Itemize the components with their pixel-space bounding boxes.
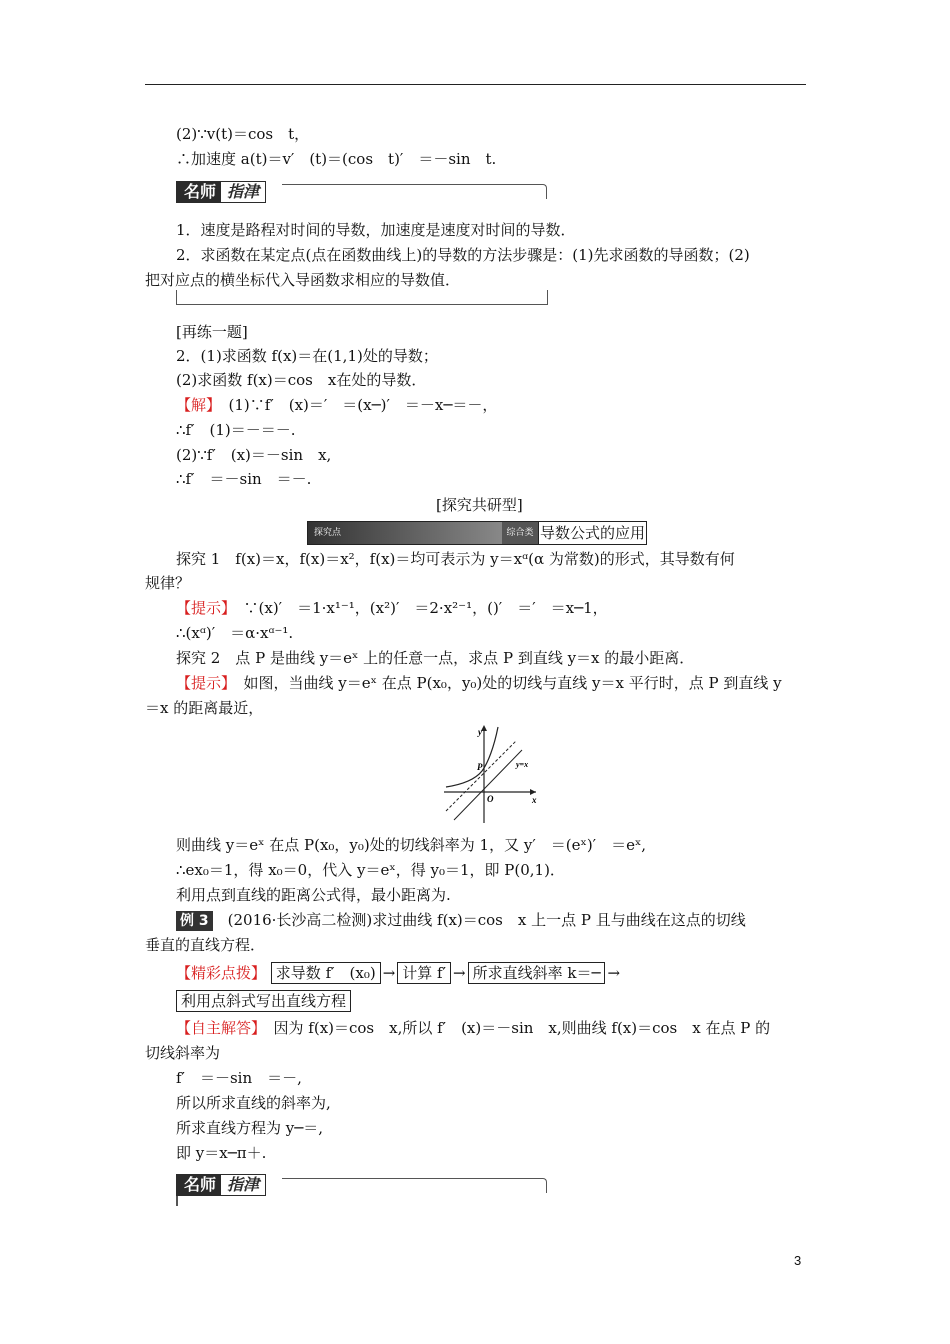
text-line	[176, 910, 746, 931]
text-line: (2)求函数 f(x)＝cos x在处的导数．	[176, 371, 427, 389]
text-line: 即 y＝x─π＋.	[176, 1144, 267, 1162]
arrow-icon: →	[453, 964, 466, 982]
flow-row	[176, 962, 622, 984]
flow-step-1: 求导数 f′ (x₀)	[271, 962, 381, 984]
tips-bracket-left	[176, 1196, 178, 1206]
tips-badge	[176, 181, 266, 203]
exp-curve	[446, 727, 498, 787]
line-label: y=x	[516, 760, 529, 769]
text-line: ∴f′ (1)＝－＝－.	[176, 421, 296, 439]
text-line: (2)∵v(t)＝cos t，	[176, 125, 310, 143]
explore-heading: [探究共研型]	[436, 496, 523, 514]
text-line: 切线斜率为	[145, 1044, 221, 1062]
solution-label: 【解】	[176, 396, 214, 414]
section-title: 导数公式的应用	[539, 524, 645, 542]
tips-badge	[176, 1174, 266, 1196]
guide-label: 【精彩点拨】	[176, 964, 267, 982]
text-line	[176, 1018, 770, 1038]
tips-bracket-top	[282, 1178, 547, 1193]
tips-bracket-top	[282, 184, 547, 199]
text-line: 所求直线方程为 y─＝,	[176, 1119, 324, 1137]
hint-text: ∵(x)′ ＝1·x¹⁻¹，(x²)′ ＝2·x²⁻¹，()′ ＝′ ＝x─1，	[228, 599, 608, 617]
tip-line: 2．求函数在某定点(点在函数曲线上)的导数的方法步骤是：(1)先求函数的导函数；(2)	[176, 246, 750, 264]
hint-label: 【提示】	[176, 599, 229, 617]
text-line	[176, 673, 782, 693]
text-line: 利用点到直线的距离公式得，最小距离为.	[176, 886, 451, 904]
text-line: ∴f′ ＝－sin ＝－.	[176, 470, 312, 488]
section-tag-left: 探究点	[308, 522, 502, 544]
answer-label: 【自主解答】	[176, 1019, 259, 1037]
example-badge: 例 3	[176, 911, 213, 931]
example-text: (2016·长沙高二检测)求过曲线 f(x)＝cos x 上一点 P 且与曲线在这点的切线	[212, 911, 746, 929]
tangent-line	[446, 741, 516, 811]
flow-step-3: 所求直线斜率 k＝─	[468, 962, 606, 984]
answer-text: 因为 f(x)＝cos x,所以 f′ (x)＝－sin x,则曲线 f(x)＝cos x 在点 P 的	[258, 1019, 771, 1037]
text-line	[176, 598, 608, 618]
arrow-icon: →	[382, 964, 396, 982]
text-line	[176, 395, 497, 415]
y-axis-label: y	[478, 727, 482, 737]
tips-badge-label-2: 指津	[220, 1174, 266, 1196]
section-title-bar	[307, 521, 647, 545]
arrow-icon: →	[607, 964, 621, 982]
text-line: 所以所求直线的斜率为,	[176, 1094, 331, 1112]
text-line: (2)∵f′ (x)＝－sin x,	[176, 446, 332, 464]
text-line: 2．(1)求函数 f(x)＝在(1,1)处的导数；	[176, 347, 438, 365]
section-tag-mid: 综合类	[502, 522, 538, 544]
exp-curve-figure	[444, 725, 544, 825]
page-number: 3	[794, 1253, 802, 1268]
text-line: 探究 1 f(x)＝x，f(x)＝x²，f(x)＝均可表示为 y＝xᵅ(α 为常数)的形式，其导数有何	[176, 550, 735, 568]
text-line: f′ ＝－sin ＝－,	[176, 1069, 302, 1087]
tips-bracket-bottom	[176, 290, 548, 305]
text-line: ∴ex₀＝1，得 x₀＝0，代入 y＝eˣ，得 y₀＝1，即 P(0,1)．	[176, 861, 565, 879]
text-line: ∴(xᵅ)′ ＝α·xᵅ⁻¹.	[176, 624, 294, 642]
text-line: ∴加速度 a(t)＝v′ (t)＝(cos t)′ ＝－sin t.	[176, 150, 497, 168]
solution-text: (1)∵f′ (x)＝′ ＝(x─)′ ＝－x─＝－，	[213, 396, 498, 414]
flow-step-2: 计算 f′	[397, 962, 451, 984]
text-line: 垂直的直线方程．	[145, 936, 266, 954]
tips-badge-label: 名师	[176, 1174, 220, 1196]
origin-label: O	[487, 794, 494, 804]
text-line: 探究 2 点 P 是曲线 y＝eˣ 上的任意一点，求点 P 到直线 y＝x 的最小距离．	[176, 649, 695, 667]
tip-line: 把对应点的横坐标代入导函数求相应的导数值．	[145, 271, 461, 289]
point-p-label: P	[477, 762, 483, 772]
tip-line: 1．速度是路程对时间的导数，加速度是速度对时间的导数．	[176, 221, 576, 239]
text-line: ＝x 的距离最近，	[145, 699, 264, 717]
flow-row-2	[176, 990, 351, 1012]
flow-step-4: 利用点斜式写出直线方程	[176, 990, 351, 1012]
text-line: 则曲线 y＝eˣ 在点 P(x₀，y₀)处的切线斜率为 1，又 y′ ＝(eˣ)′ ＝eˣ,	[176, 836, 647, 854]
hint-text: 如图，当曲线 y＝eˣ 在点 P(x₀，y₀)处的切线与直线 y＝x 平行时，点 P 到直线 y	[228, 674, 782, 692]
header-rule	[145, 84, 806, 85]
tips-badge-label-2: 指津	[220, 181, 266, 203]
tips-badge-label: 名师	[176, 181, 220, 203]
x-axis-label: x	[532, 795, 537, 805]
hint-label: 【提示】	[176, 674, 229, 692]
text-line: 规律？	[145, 574, 191, 592]
practice-heading: [再练一题]	[176, 323, 248, 341]
